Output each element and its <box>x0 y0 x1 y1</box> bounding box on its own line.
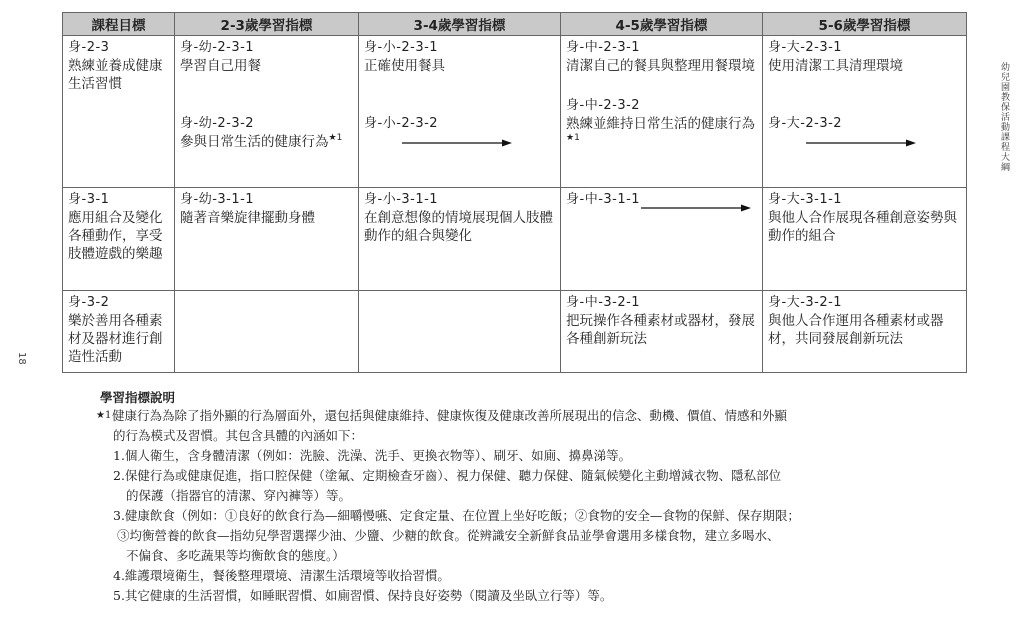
note-item-4: 4.維護環境衛生，餐後整理環境、清潔生活環境等收拾習慣。 <box>113 568 450 583</box>
indicator-code: 身-中-3-1-1 <box>566 192 641 207</box>
note-item-5: 5.其它健康的生活習慣，如睡眠習慣、如廁習慣、保持良好姿勢（閱讀及坐臥立行等）等。 <box>113 588 613 603</box>
footnote-mark: ★1 <box>566 133 580 143</box>
indicator-text: 學習自己用餐 <box>180 58 261 74</box>
indicator-text <box>180 133 353 151</box>
table-row <box>63 188 967 291</box>
indicator-cell <box>561 291 763 373</box>
continuation-arrow-icon <box>402 138 512 148</box>
indicator-code: 身-大-3-2-1 <box>768 295 843 310</box>
indicator-code: 身-大-2-3-2 <box>768 116 843 131</box>
goal-text: 應用組合及變化各種動作，享受肢體遊戲的樂趣 <box>68 210 163 262</box>
table-row <box>63 36 967 188</box>
continuation-arrow-icon <box>641 203 751 213</box>
indicator-cell <box>175 188 359 291</box>
page-number: 18 <box>16 352 27 365</box>
indicator-cell <box>763 36 967 188</box>
goal-code: 身-3-1 <box>68 192 110 207</box>
note-item-3-cont: ③均衡營養的飲食—指幼兒學習選擇少油、少鹽、少糖的飲食。從辨識安全新鮮食品並學會選用多樣食物，建立多喝水、 <box>117 528 780 543</box>
header-age-3-4: 3-4歲學習指標 <box>359 13 561 36</box>
table-header-row <box>63 13 967 36</box>
indicator-text: 清潔自己的餐具與整理用餐環境 <box>566 58 755 74</box>
header-age-2-3: 2-3歲學習指標 <box>175 13 359 36</box>
table-row <box>63 291 967 373</box>
continuation-arrow-icon <box>806 138 916 148</box>
goal-cell <box>63 36 175 188</box>
note-item-3: 3.健康飲食（例如：①良好的飲食行為—細嚼慢嚥、定食定量、在位置上坐好吃飯；②食物的安全—食物的保鮮、保存期限； <box>113 508 800 523</box>
header-age-5-6: 5-6歲學習指標 <box>763 13 967 36</box>
note-intro-text: 健康行為為除了指外顯的行為層面外，還包括與健康維持、健康恢復及健康改善所展現出的信念、動機、價值、情感和外顯 <box>112 408 788 423</box>
footnote-mark: ★1 <box>328 133 343 143</box>
indicator-code: 身-中-3-2-1 <box>566 295 641 310</box>
curriculum-table <box>62 12 967 373</box>
indicator-cell <box>763 291 967 373</box>
indicator-cell <box>175 36 359 188</box>
indicator-text: 與他人合作運用各種素材或器材，共同發展創新玩法 <box>768 313 944 347</box>
indicator-text: 把玩操作各種素材或器材，發展各種創新玩法 <box>566 313 755 347</box>
indicator-code: 身-幼-2-3-2 <box>180 116 255 131</box>
note-item-2: 2.保健行為或健康促進，指口腔保健（塗氟、定期檢查牙齒）、視力保健、聽力保健、隨氣候變化主動增減衣物、隱私部位 <box>113 468 782 483</box>
indicator-code: 身-小-2-3-1 <box>364 40 439 55</box>
goal-text: 熟練並養成健康生活習慣 <box>68 58 163 92</box>
header-course-goal: 課程目標 <box>63 13 175 36</box>
indicator-text: 正確使用餐具 <box>364 58 445 74</box>
note-item-2-cont: 的保護（指器官的清潔、穿內褲等）等。 <box>126 488 352 503</box>
indicator-cell <box>561 188 763 291</box>
goal-text: 樂於善用各種素材及器材進行創造性活動 <box>68 313 163 365</box>
indicator-notes <box>96 388 976 606</box>
indicator-cell <box>561 36 763 188</box>
header-age-4-5: 4-5歲學習指標 <box>561 13 763 36</box>
note-item-1: 1.個人衛生，含身體清潔（例如：洗臉、洗澡、洗手、更換衣物等）、刷牙、如廁、擤鼻涕等。 <box>113 448 632 463</box>
indicator-text: 與他人合作展現各種創意姿勢與動作的組合 <box>768 210 957 244</box>
empty-cell <box>175 291 359 373</box>
indicator-code: 身-小-3-1-1 <box>364 192 439 207</box>
goal-cell <box>63 291 175 373</box>
indicator-text: 在創意想像的情境展現個人肢體動作的組合與變化 <box>364 210 553 244</box>
indicator-cell <box>359 36 561 188</box>
indicator-code: 身-大-3-1-1 <box>768 192 843 207</box>
indicator-text-body: 熟練並維持日常生活的健康行為 <box>566 116 755 132</box>
indicator-cell <box>763 188 967 291</box>
indicator-text: 隨著音樂旋律擺動身體 <box>180 210 315 226</box>
indicator-cell <box>359 188 561 291</box>
goal-code: 身-3-2 <box>68 295 110 310</box>
notes-title: 學習指標說明 <box>100 390 176 405</box>
indicator-text: 使用清潔工具清理環境 <box>768 58 903 74</box>
indicator-code: 身-大-2-3-1 <box>768 40 843 55</box>
indicator-code: 身-中-2-3-2 <box>566 98 641 113</box>
indicator-code: 身-小-2-3-2 <box>364 116 439 131</box>
indicator-text-body: 參與日常生活的健康行為 <box>180 134 329 150</box>
indicator-code: 身-幼-3-1-1 <box>180 192 255 207</box>
footnote-mark: ★1 <box>96 410 112 421</box>
goal-cell <box>63 188 175 291</box>
goal-code: 身-2-3 <box>68 40 110 55</box>
empty-cell <box>359 291 561 373</box>
note-intro <box>96 406 976 426</box>
indicator-code: 身-中-2-3-1 <box>566 40 641 55</box>
indicator-text <box>566 115 757 151</box>
note-item-3-cont: 不偏食、多吃蔬果等均衡飲食的態度。） <box>126 548 345 563</box>
note-intro-cont: 的行為模式及習慣。其包含具體的內涵如下： <box>113 428 364 443</box>
indicator-code: 身-幼-2-3-1 <box>180 40 255 55</box>
running-header: 幼兒園教保活動課程大綱 <box>999 62 1009 172</box>
